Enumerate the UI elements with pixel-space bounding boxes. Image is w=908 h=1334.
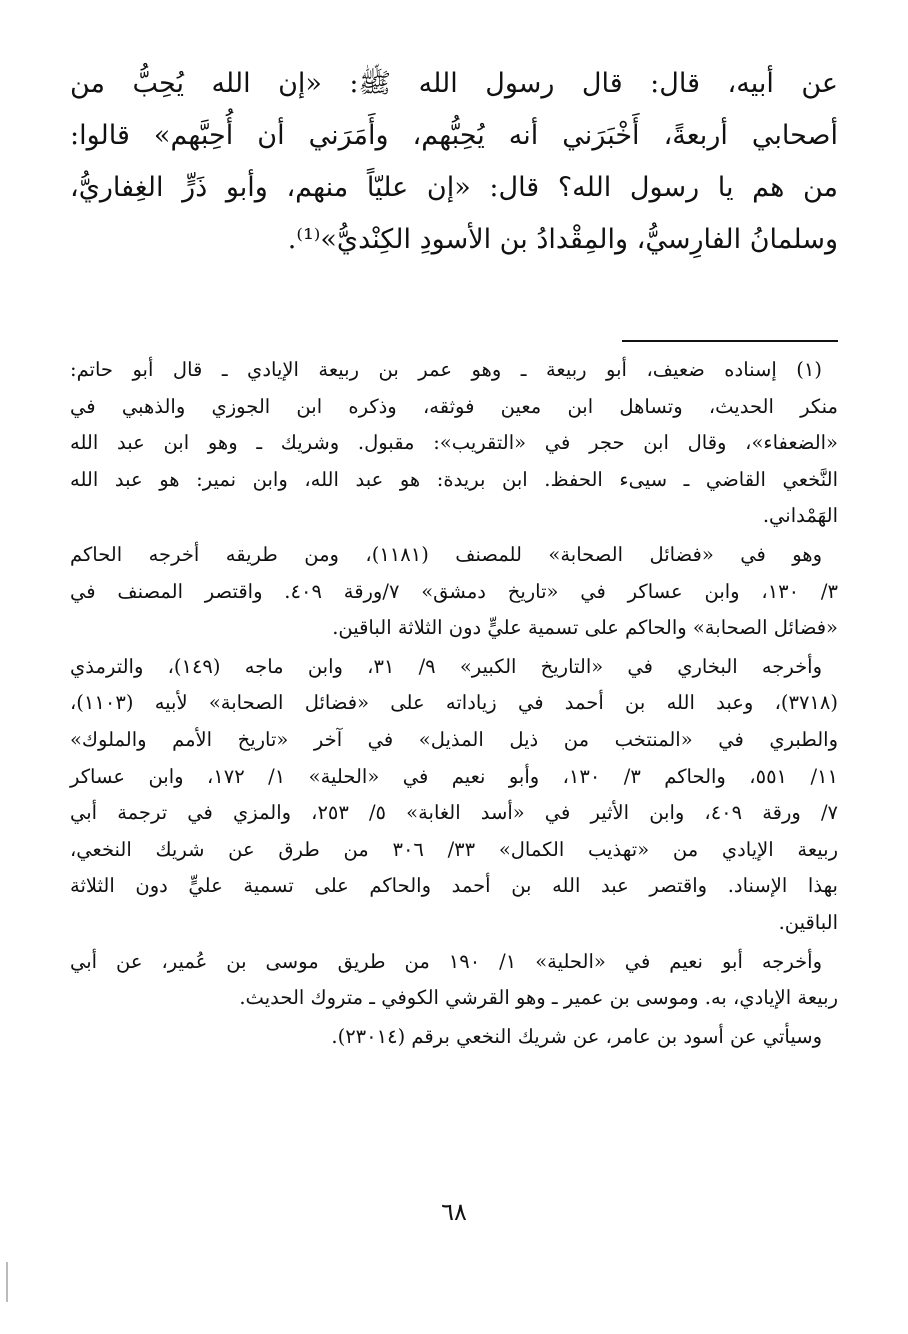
footnote-line: والطبري في «المنتخب من ذيل المذيل» في آخر «تاريخ الأمم والملوك» [70, 727, 838, 751]
footnote-line: وأخرجه أبو نعيم في «الحلية» ١/ ١٩٠ من طريق موسى بن عُمير، عن أبي [70, 949, 822, 973]
footnote-line: بهذا الإسناد. واقتصر عبد الله بن أحمد والحاكم على تسمية عليٍّ دون الثلاثة [70, 874, 838, 898]
footnote-line: الهَمْداني. [762, 504, 838, 528]
footnote-line: وأخرجه البخاري في «التاريخ الكبير» ٩/ ٣١، وابن ماجه (١٤٩)، والترمذي [70, 654, 823, 678]
footnote-paragraph [70, 537, 838, 647]
footnote-paragraph [70, 944, 838, 1017]
footnote-line: ١١/ ٥٥١، والحاكم ٣/ ١٣٠، وأبو نعيم في «الحلية» ١/ ١٧٢، وابن عساكر [70, 764, 838, 788]
footnote-line: منكر الحديث، وتساهل ابن معين فوثقه، وذكره ابن الجوزي والذهبي في [70, 394, 838, 418]
hadith-line: من هم يا رسول الله؟ قال: «إن عليّاً منهم، وأبو ذَرٍّ الغِفاريُّ، [70, 172, 838, 203]
footnote-line: ربيعة الإيادي من «تهذيب الكمال» ٣٣/ ٣٠٦ من طرق عن شريك النخعي، [70, 837, 838, 861]
footnote-paragraph [70, 649, 838, 942]
hadith-line: وسلمانُ الفارِسيُّ، والمِقْدادُ بن الأسودِ الكِنْديُّ»⁽¹⁾. [287, 224, 838, 255]
footnote-line: (٣٧١٨)، وعبد الله بن أحمد في زياداته على «فضائل الصحابة» لأبيه (١١٠٣)، [70, 691, 838, 715]
hadith-text [70, 58, 838, 266]
footnote-line: «الضعفاء»، وقال ابن حجر في «التقريب»: مقبول. وشريك ـ وهو ابن عبد الله [70, 431, 838, 455]
hadith-line: عن أبيه، قال: قال رسول الله ﷺ: «إن الله يُحِبُّ من [70, 68, 838, 99]
footnote-line: الباقين. [778, 910, 838, 934]
footnote-line: ربيعة الإيادي، به. وموسى بن عمير ـ وهو القرشي الكوفي ـ متروك الحديث. [239, 986, 838, 1010]
hadith-line: أصحابي أربعةً، أَخْبَرَني أنه يُحِبُّهم، وأَمَرَني أن أُحِبَّهم» قالوا: [70, 120, 838, 151]
scan-edge-mark [6, 1262, 8, 1302]
footnote-line: ٧/ ورقة ٤٠٩، وابن الأثير في «أسد الغابة» ٥/ ٢٥٣، والمزي في ترجمة أبي [70, 801, 839, 825]
footnote-line: النَّخعي القاضي ـ سيىء الحفظ. ابن بريدة: هو عبد الله، وابن نمير: هو عبد الله [70, 467, 838, 491]
footnote-paragraph [70, 352, 838, 535]
footnote-line: «فضائل الصحابة» والحاكم على تسمية عليٍّ دون الثلاثة الباقين. [332, 616, 838, 640]
footnote-line: وهو في «فضائل الصحابة» للمصنف (١١٨١)، ومن طريقه أخرجه الحاكم [70, 542, 822, 566]
footnote-divider [622, 340, 838, 342]
footnote-paragraph [70, 1019, 838, 1056]
footnote-line: وسيأتي عن أسود بن عامر، عن شريك النخعي برقم (٢٣٠١٤). [331, 1024, 822, 1048]
footnote-line: (١) إسناده ضعيف، أبو ربيعة ـ وهو عمر بن ربيعة الإيادي ـ قال أبو حاتم: [70, 358, 822, 381]
page-number: ٦٨ [441, 1198, 467, 1226]
footnotes [70, 352, 838, 1057]
footnote-line: ٣/ ١٣٠، وابن عساكر في «تاريخ دمشق» ٧/ورقة ٤٠٩. واقتصر المصنف في [70, 579, 838, 603]
